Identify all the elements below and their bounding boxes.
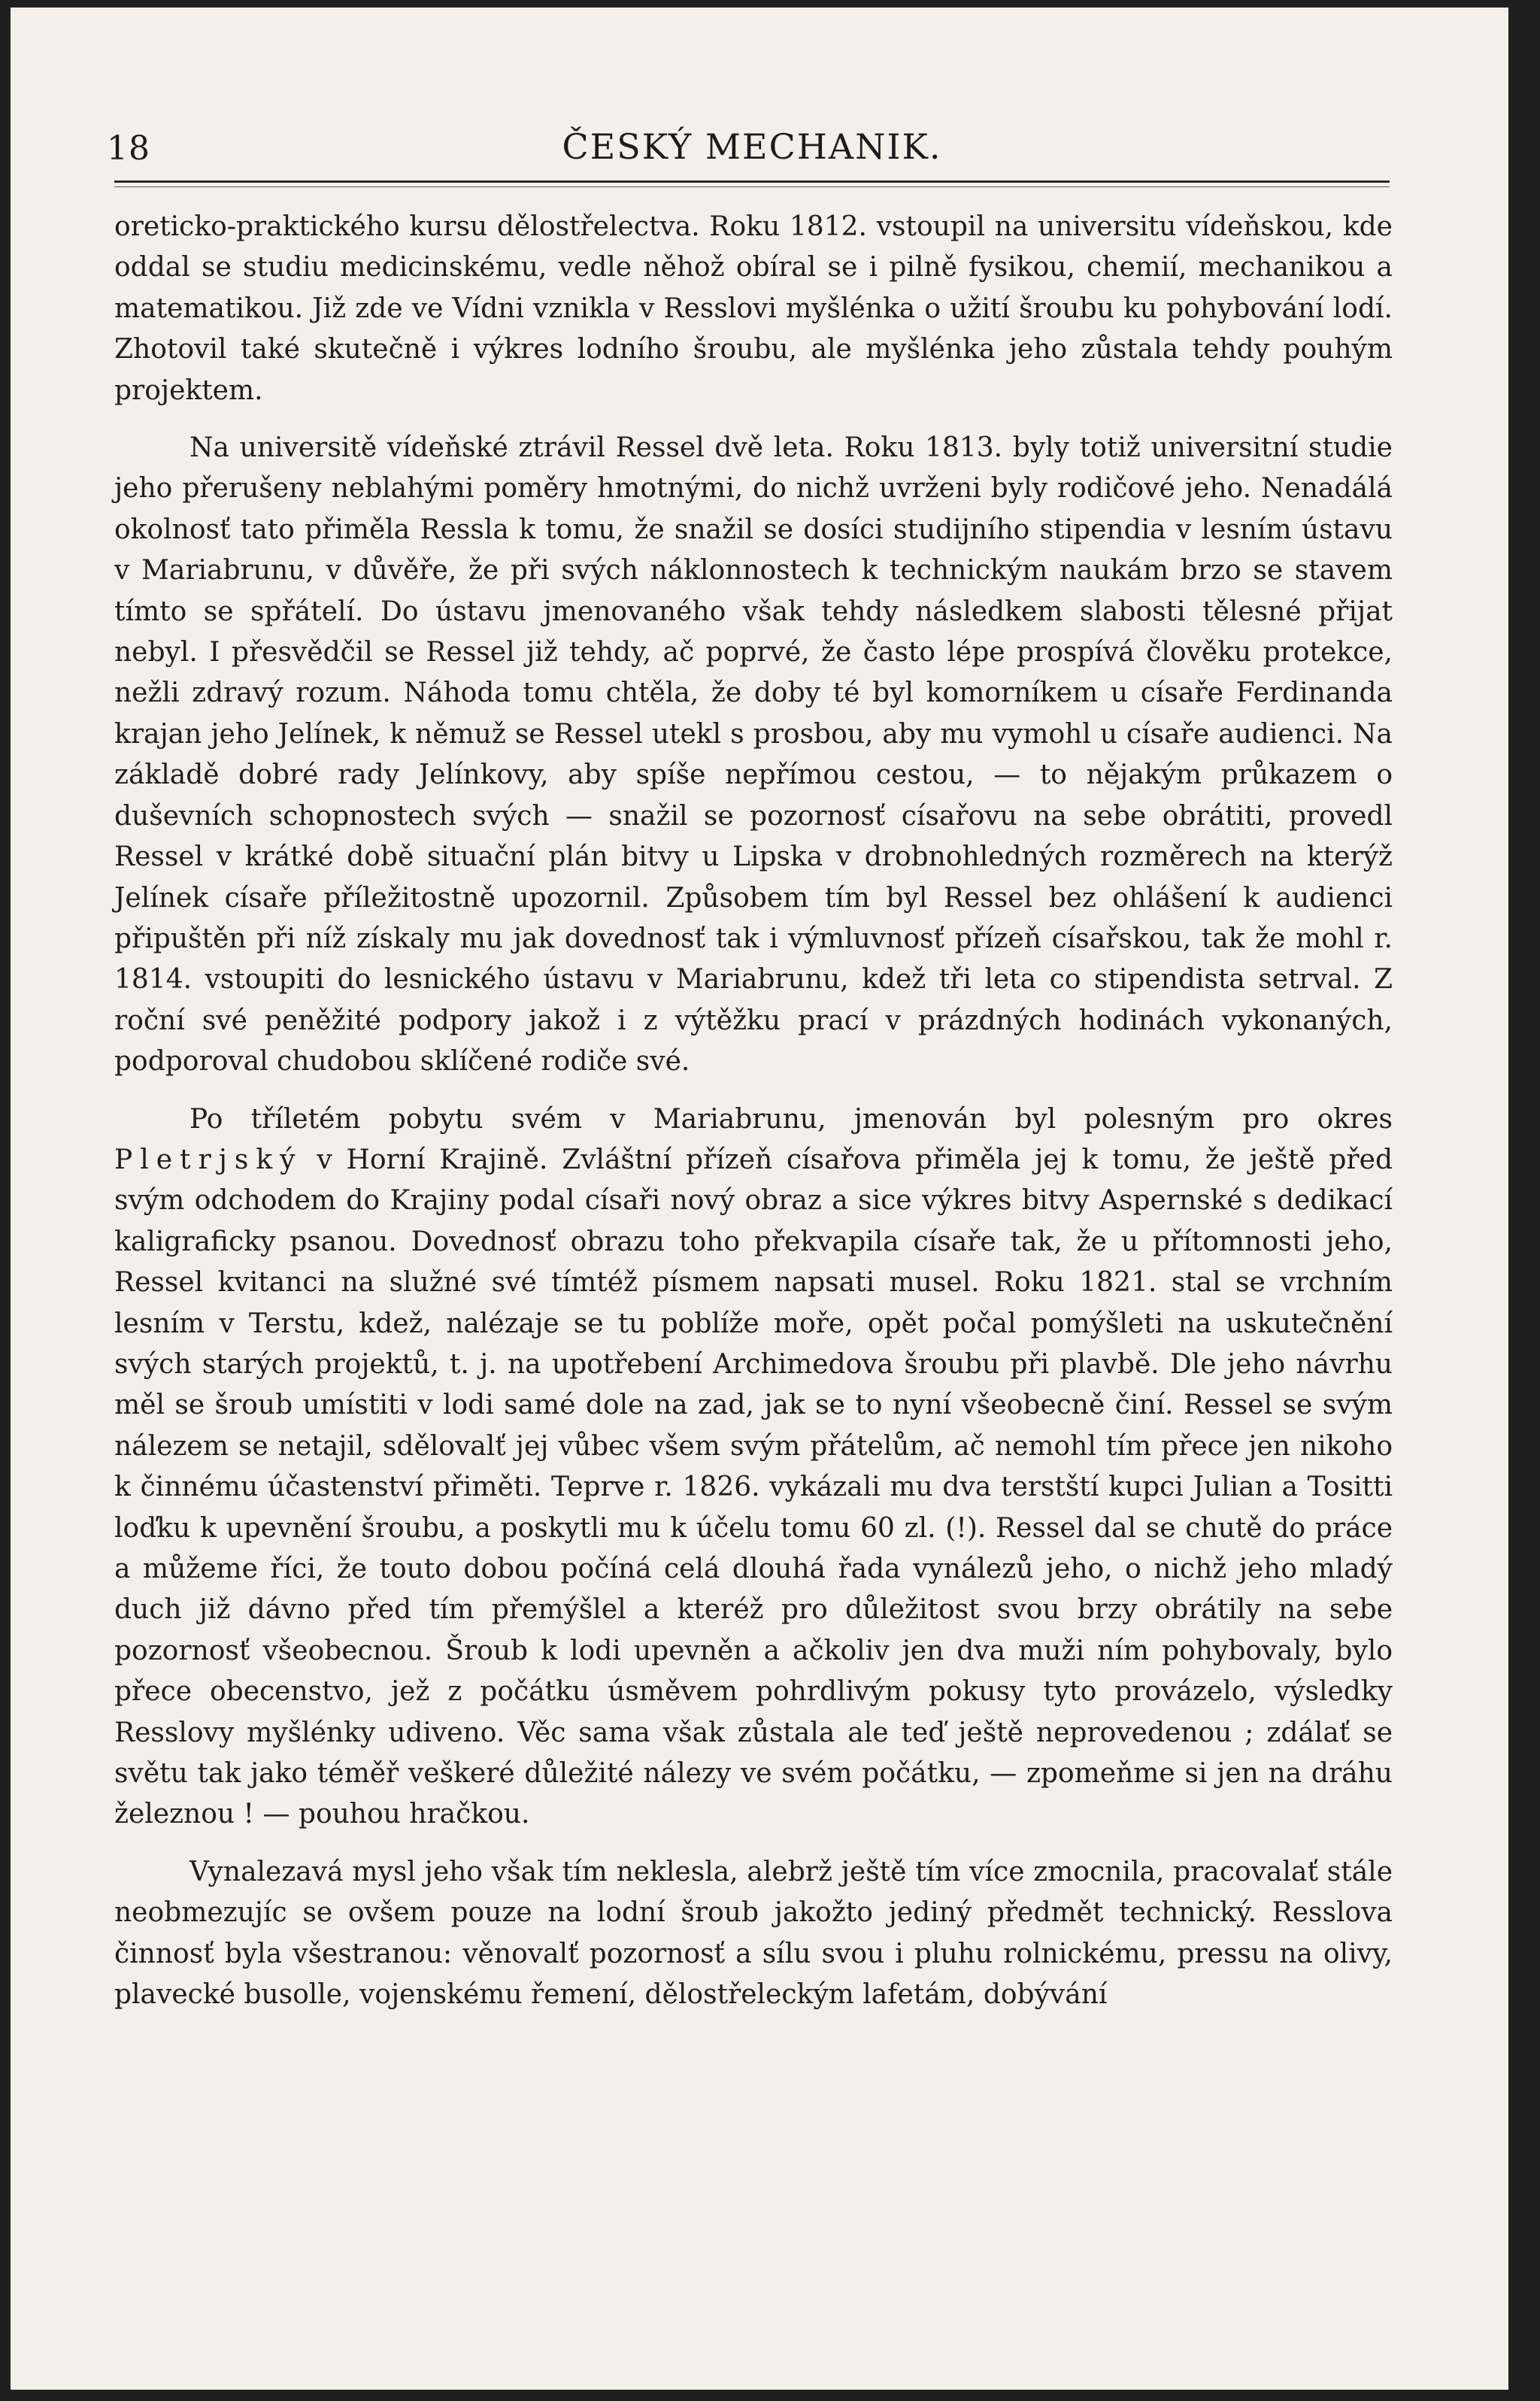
body-text — [114, 207, 1393, 2015]
header-rule-thin — [114, 186, 1390, 187]
paragraph-1: oreticko-praktického kursu dělostřelectva. Roku 1812. vstoupil na universitu vídeňskou, kde oddal se studiu medicinskému, vedle něhož obíral se i pilně fysikou, chemií, mechanikou a matematikou. Již zde ve Vídni vznikla v Resslovi myšlénka o užití šroubu ku pohybování lodí. Zhotovil také skutečně i výkres lodního šroubu, ale myšlénka jeho zůstala tehdy pouhým projektem. — [114, 211, 1393, 406]
paragraph-2: Na universitě vídeňské ztrávil Ressel dvě leta. Roku 1813. byly totiž universitní studie jeho přerušeny neblahými poměry hmotnými, do nichž uvrženi byly rodičové jeho. Nenadálá okolnosť tato přiměla Ressla k tomu, že snažil se dosíci studijního stipendia v lesním ústavu v Mariabrunu, v důvěře, že při svých náklonnostech k technickým naukám brzo se stavem tímto se spřátelí. Do ústavu jmenovaného však tehdy následkem slabosti tělesné přijat nebyl. I přesvědčil se Ressel již tehdy, ač poprvé, že často lépe prospívá člověku protekce, nežli zdravý rozum. Náhoda tomu chtěla, že doby té byl komorníkem u císaře Ferdinanda krajan jeho Jelínek, k němuž se Ressel utekl s prosbou, aby mu vymohl u císaře audienci. Na základě dobré rady Jelínkovy, aby spíše nepřímou cestou, — to nějakým průkazem o duševních schopnostech svých — snažil se pozornosť císařovu na sebe obrátiti, provedl Ressel v krátké době situační plán bitvy u Lipska v drobnohledných rozměrech na kterýž Jelínek císaře příležitostně upozornil. Způsobem tím byl Ressel bez ohlášení k audienci připuštěn při níž získaly mu jak dovednosť tak i výmluvnosť přízeň císařskou, tak že mohl r. 1814. vstoupiti do lesnického ústavu v Mariabrunu, kdež tři leta co stipendista setrval. Z roční své peněžité podpory jakož i z výtěžku prací v prázdných hodinách vykonaných, podporoval chudobou sklíčené rodiče své. — [114, 432, 1393, 1078]
paragraph-4: Vynalezavá mysl jeho však tím neklesla, alebrž ještě tím více zmocnila, pracovalať stále neobmezujíc se ovšem pouze na lodní šroub jakožto jediný předmět technický. Resslova činnosť byla všestranou: věnovalť pozornosť a sílu svou i pluhu rolnickému, pressu na olivy, plavecké busolle, vojenskému řemení, dělostřeleckým lafetám, dobývání — [114, 1856, 1393, 2011]
paragraph-3-rest: v Horní Krajině. Zvláštní přízeň císařova přiměla jej k tomu, že ještě před svým odchodem do Krajiny podal císaři nový obraz a sice výkres bitvy Aspernské s dedikací kaligraficky psanou. Dovednosť obrazu toho překvapila císaře tak, že u přítomnosti jeho, Ressel kvitanci na služné své tímtéž písmem napsati musel. Roku 1821. stal se vrchním lesním v Terstu, kdež, nalézaje se tu poblíže moře, opět počal pomýšleti na uskutečnění svých starých projektů, t. j. na upotřebení Archimedova šroubu při plavbě. Dle jeho návrhu měl se šroub umístiti v lodi samé dole na zad, jak se to nyní všeobecně činí. Ressel se svým nálezem se netajil, sdělovalť jej vůbec všem svým přátelům, ač nemohl tím přece jen nikoho k činnému účastenství přiměti. Teprve r. 1826. vykázali mu dva terstští kupci Julian a Tositti loďku k upevnění šroubu, a poskytli mu k účelu tomu 60 zl. (!). Ressel dal se chutě do práce a můžeme říci, že touto dobou počíná celá dlouhá řada vynálezů jeho, o nichž jeho mladý duch již dávno před tím přemýšlel a kteréž pro důležitost svou brzy obrátily na sebe pozornosť všeobecnou. Šroub k lodi upevněn a ačkoliv jen dva muži ním pohybovaly, bylo přece obecenstvo, jež z počátku úsměvem pohrdlivým pokusy tyto provázelo, výsledky Resslovy myšlénky udiveno. Věc sama však zůstala ale teď ještě neprovedenou ; zdálať se světu tak jako téměř veškeré důležité nálezy ve svém počátku, — zpomeňme si jen na dráhu železnou ! — pouhou hračkou. — [114, 1144, 1393, 1830]
header-rule — [114, 180, 1390, 183]
page-header — [105, 119, 1399, 171]
paragraph-3-start: Po tříletém pobytu svém v Mariabrunu, jmenován byl polesným pro okres — [189, 1103, 1393, 1135]
paragraph-3 — [114, 1099, 1393, 1836]
page-number: 18 — [107, 129, 150, 168]
spaced-place-name: Pletrjský — [114, 1144, 303, 1175]
running-title: ČESKÝ MECHANIK. — [562, 126, 942, 167]
